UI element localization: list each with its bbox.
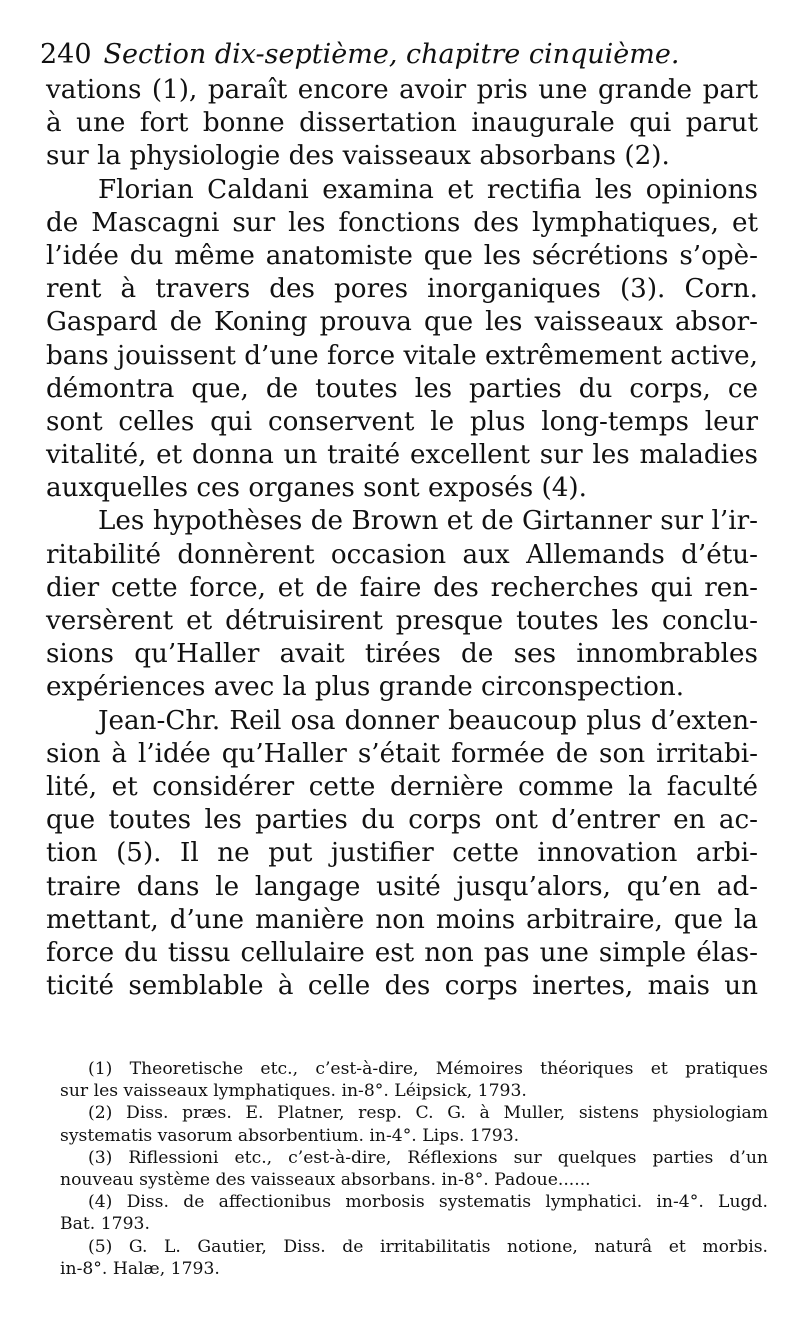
text-line: traire dans le langage usité jusqu’alors, qu’en ad-	[46, 871, 758, 902]
footnotes	[60, 1058, 768, 1280]
text-line: Gaspard de Koning prouva que les vaisseaux absor-	[46, 307, 758, 338]
footnote-line: (2) Diss. præs. E. Platner, resp. C. G. à Muller, sistens physiologiam	[88, 1103, 768, 1124]
text-line: lité, et considérer cette dernière comme la faculté	[46, 771, 758, 802]
running-head	[40, 38, 780, 72]
footnote-line: (3) Riflessioni etc., c’est-à-dire, Réflexions sur quelques parties d’un	[88, 1147, 768, 1168]
text-line: sur la physiologie des vaisseaux absorbans (2).	[46, 141, 670, 172]
running-head-title: Section dix-septième, chapitre cinquième.	[103, 39, 680, 70]
text-line: de Mascagni sur les fonctions des lymphatiques, et	[46, 207, 758, 238]
text-line: bans jouissent d’une force vitale extrêmement active,	[46, 340, 758, 371]
text-line: que toutes les parties du corps ont d’entrer en ac-	[46, 805, 758, 836]
text-line: Les hypothèses de Brown et de Girtanner sur l’ir-	[98, 506, 758, 537]
text-line: sont celles qui conservent le plus long-temps leur	[46, 406, 758, 437]
page-number: 240	[40, 39, 92, 70]
text-line: sion à l’idée qu’Haller s’était formée de son irritabi-	[46, 738, 758, 769]
text-line: démontra que, de toutes les parties du corps, ce	[46, 373, 758, 404]
footnote-line: (4) Diss. de affectionibus morbosis systematis lymphatici. in-4°. Lugd.	[88, 1192, 768, 1213]
text-line: auxquelles ces organes sont exposés (4).	[46, 473, 587, 504]
body-text	[46, 74, 758, 1003]
footnote-line: (1) Theoretische etc., c’est-à-dire, Mémoires théoriques et pratiques	[88, 1059, 768, 1079]
footnote-line: systematis vasorum absorbentium. in-4°. Lips. 1793.	[60, 1125, 520, 1146]
text-line: versèrent et détruisirent presque toutes les conclu-	[46, 606, 758, 636]
text-line: mettant, d’une manière non moins arbitraire, que la	[46, 904, 758, 935]
text-line: force du tissu cellulaire est non pas une simple élas-	[46, 937, 758, 968]
text-line: vations (1), paraît encore avoir pris une grande part	[46, 75, 758, 105]
footnote-line: nouveau système des vaisseaux absorbans. in-8°. Padoue......	[60, 1169, 591, 1190]
text-line: ticité semblable à celle des corps inertes, mais un	[46, 971, 758, 1002]
footnote-line: sur les vaisseaux lymphatiques. in-8°. Léipsick, 1793.	[60, 1081, 527, 1102]
text-line: Florian Caldani examina et rectifia les opinions	[98, 174, 758, 205]
text-line: Jean-Chr. Reil osa donner beaucoup plus d’exten-	[98, 705, 758, 736]
footnote-line: Bat. 1793.	[60, 1214, 150, 1235]
footnote-line: (5) G. L. Gautier, Diss. de irritabilitatis notione, naturâ et morbis.	[88, 1236, 768, 1257]
footnote-line: in-8°. Halæ, 1793.	[60, 1258, 220, 1279]
text-line: à une fort bonne dissertation inaugurale qui parut	[46, 108, 758, 139]
text-line: tion (5). Il ne put justifier cette innovation arbi-	[46, 838, 758, 869]
text-line: expériences avec la plus grande circonspection.	[46, 672, 685, 703]
text-line: ritabilité donnèrent occasion aux Allemands d’étu-	[46, 539, 758, 570]
text-line: dier cette force, et de faire des recherches qui ren-	[46, 572, 758, 603]
text-line: vitalité, et donna un traité excellent sur les maladies	[46, 440, 758, 471]
text-line: rent à travers des pores inorganiques (3). Corn.	[46, 274, 758, 305]
text-line: l’idée du même anatomiste que les sécrétions s’opè-	[46, 240, 758, 271]
text-line: sions qu’Haller avait tirées de ses innombrables	[46, 639, 758, 670]
